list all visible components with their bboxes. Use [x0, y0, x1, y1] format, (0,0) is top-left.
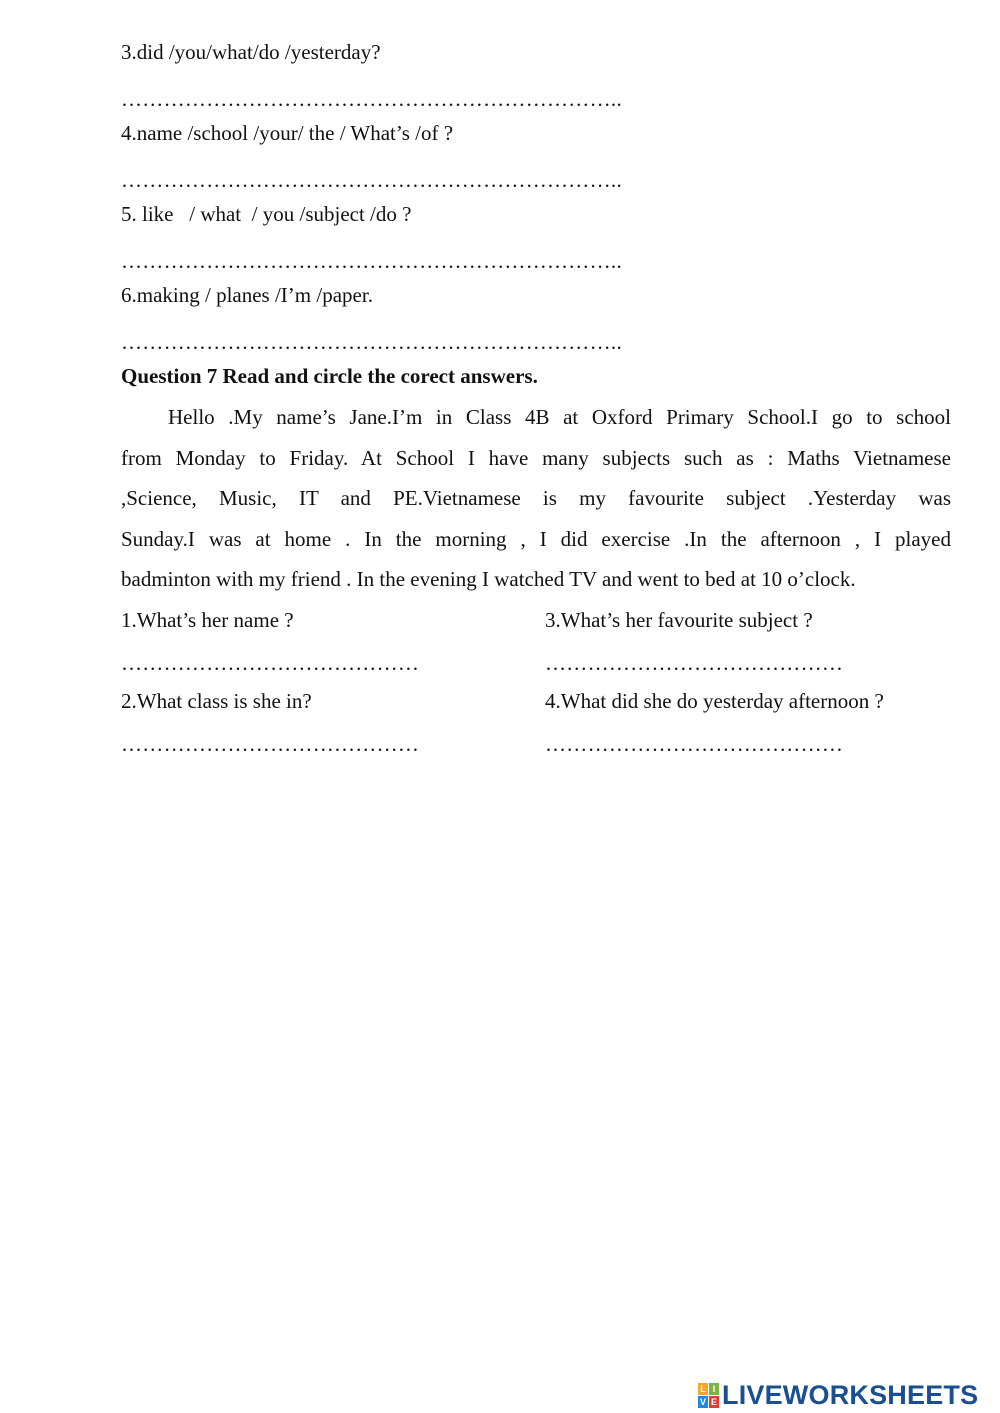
question7-heading: Question 7 Read and circle the corect answers. — [121, 364, 538, 388]
question7-q2-prompt: 2.What class is she in? — [121, 689, 312, 713]
liveworksheets-mark-icon — [698, 1382, 720, 1408]
exercise-item-3-answer-line[interactable]: …………………………………………………………….. — [121, 87, 622, 111]
question7-q1-answer-line[interactable]: …………………………………… — [121, 651, 420, 675]
passage-line: from Monday to Friday. At School I have many subjects such as : Maths Vietnamese — [121, 445, 951, 470]
liveworksheets-logo — [698, 1378, 978, 1412]
question7-passage — [121, 397, 951, 600]
liveworksheets-wordmark: LIVEWORKSHEETS — [722, 1379, 979, 1410]
exercise-item-4-answer-line[interactable]: …………………………………………………………….. — [121, 168, 622, 192]
exercise-item-4-prompt: 4.name /school /your/ the / What’s /of ? — [121, 121, 454, 145]
exercise-item-6-answer-line[interactable]: …………………………………………………………….. — [121, 330, 622, 354]
mark-letter: L — [698, 1383, 708, 1395]
passage-line: badminton with my friend . In the evening I watched TV and went to bed at 10 o’clock. — [121, 567, 856, 591]
question7-q3-prompt: 3.What’s her favourite subject ? — [545, 608, 813, 632]
question7-q2-answer-line[interactable]: …………………………………… — [121, 732, 420, 756]
exercise-item-6-prompt: 6.making / planes /I’m /paper. — [121, 283, 373, 307]
exercise-item-5-answer-line[interactable]: …………………………………………………………….. — [121, 249, 622, 273]
mark-letter: V — [699, 1397, 706, 1407]
passage-line: Sunday.I was at home . In the morning , I did exercise .In the afternoon , I played — [121, 526, 951, 551]
mark-letter: E — [710, 1397, 717, 1407]
question7-q4-prompt: 4.What did she do yesterday afternoon ? — [545, 689, 884, 713]
exercise-item-5-prompt: 5. like / what / you /subject /do ? — [121, 202, 412, 226]
mark-letter: I — [709, 1383, 719, 1395]
exercise-item-3-prompt: 3.did /you/what/do /yesterday? — [121, 40, 381, 64]
question7-q3-answer-line[interactable]: …………………………………… — [545, 651, 844, 675]
question7-q4-answer-line[interactable]: …………………………………… — [545, 732, 844, 756]
passage-line: Hello .My name’s Jane.I’m in Class 4B at Oxford Primary School.I go to school — [168, 405, 951, 429]
question7-q1-prompt: 1.What’s her name ? — [121, 608, 294, 632]
passage-line: ,Science, Music, IT and PE.Vietnamese is my favourite subject .Yesterday was — [121, 486, 951, 510]
